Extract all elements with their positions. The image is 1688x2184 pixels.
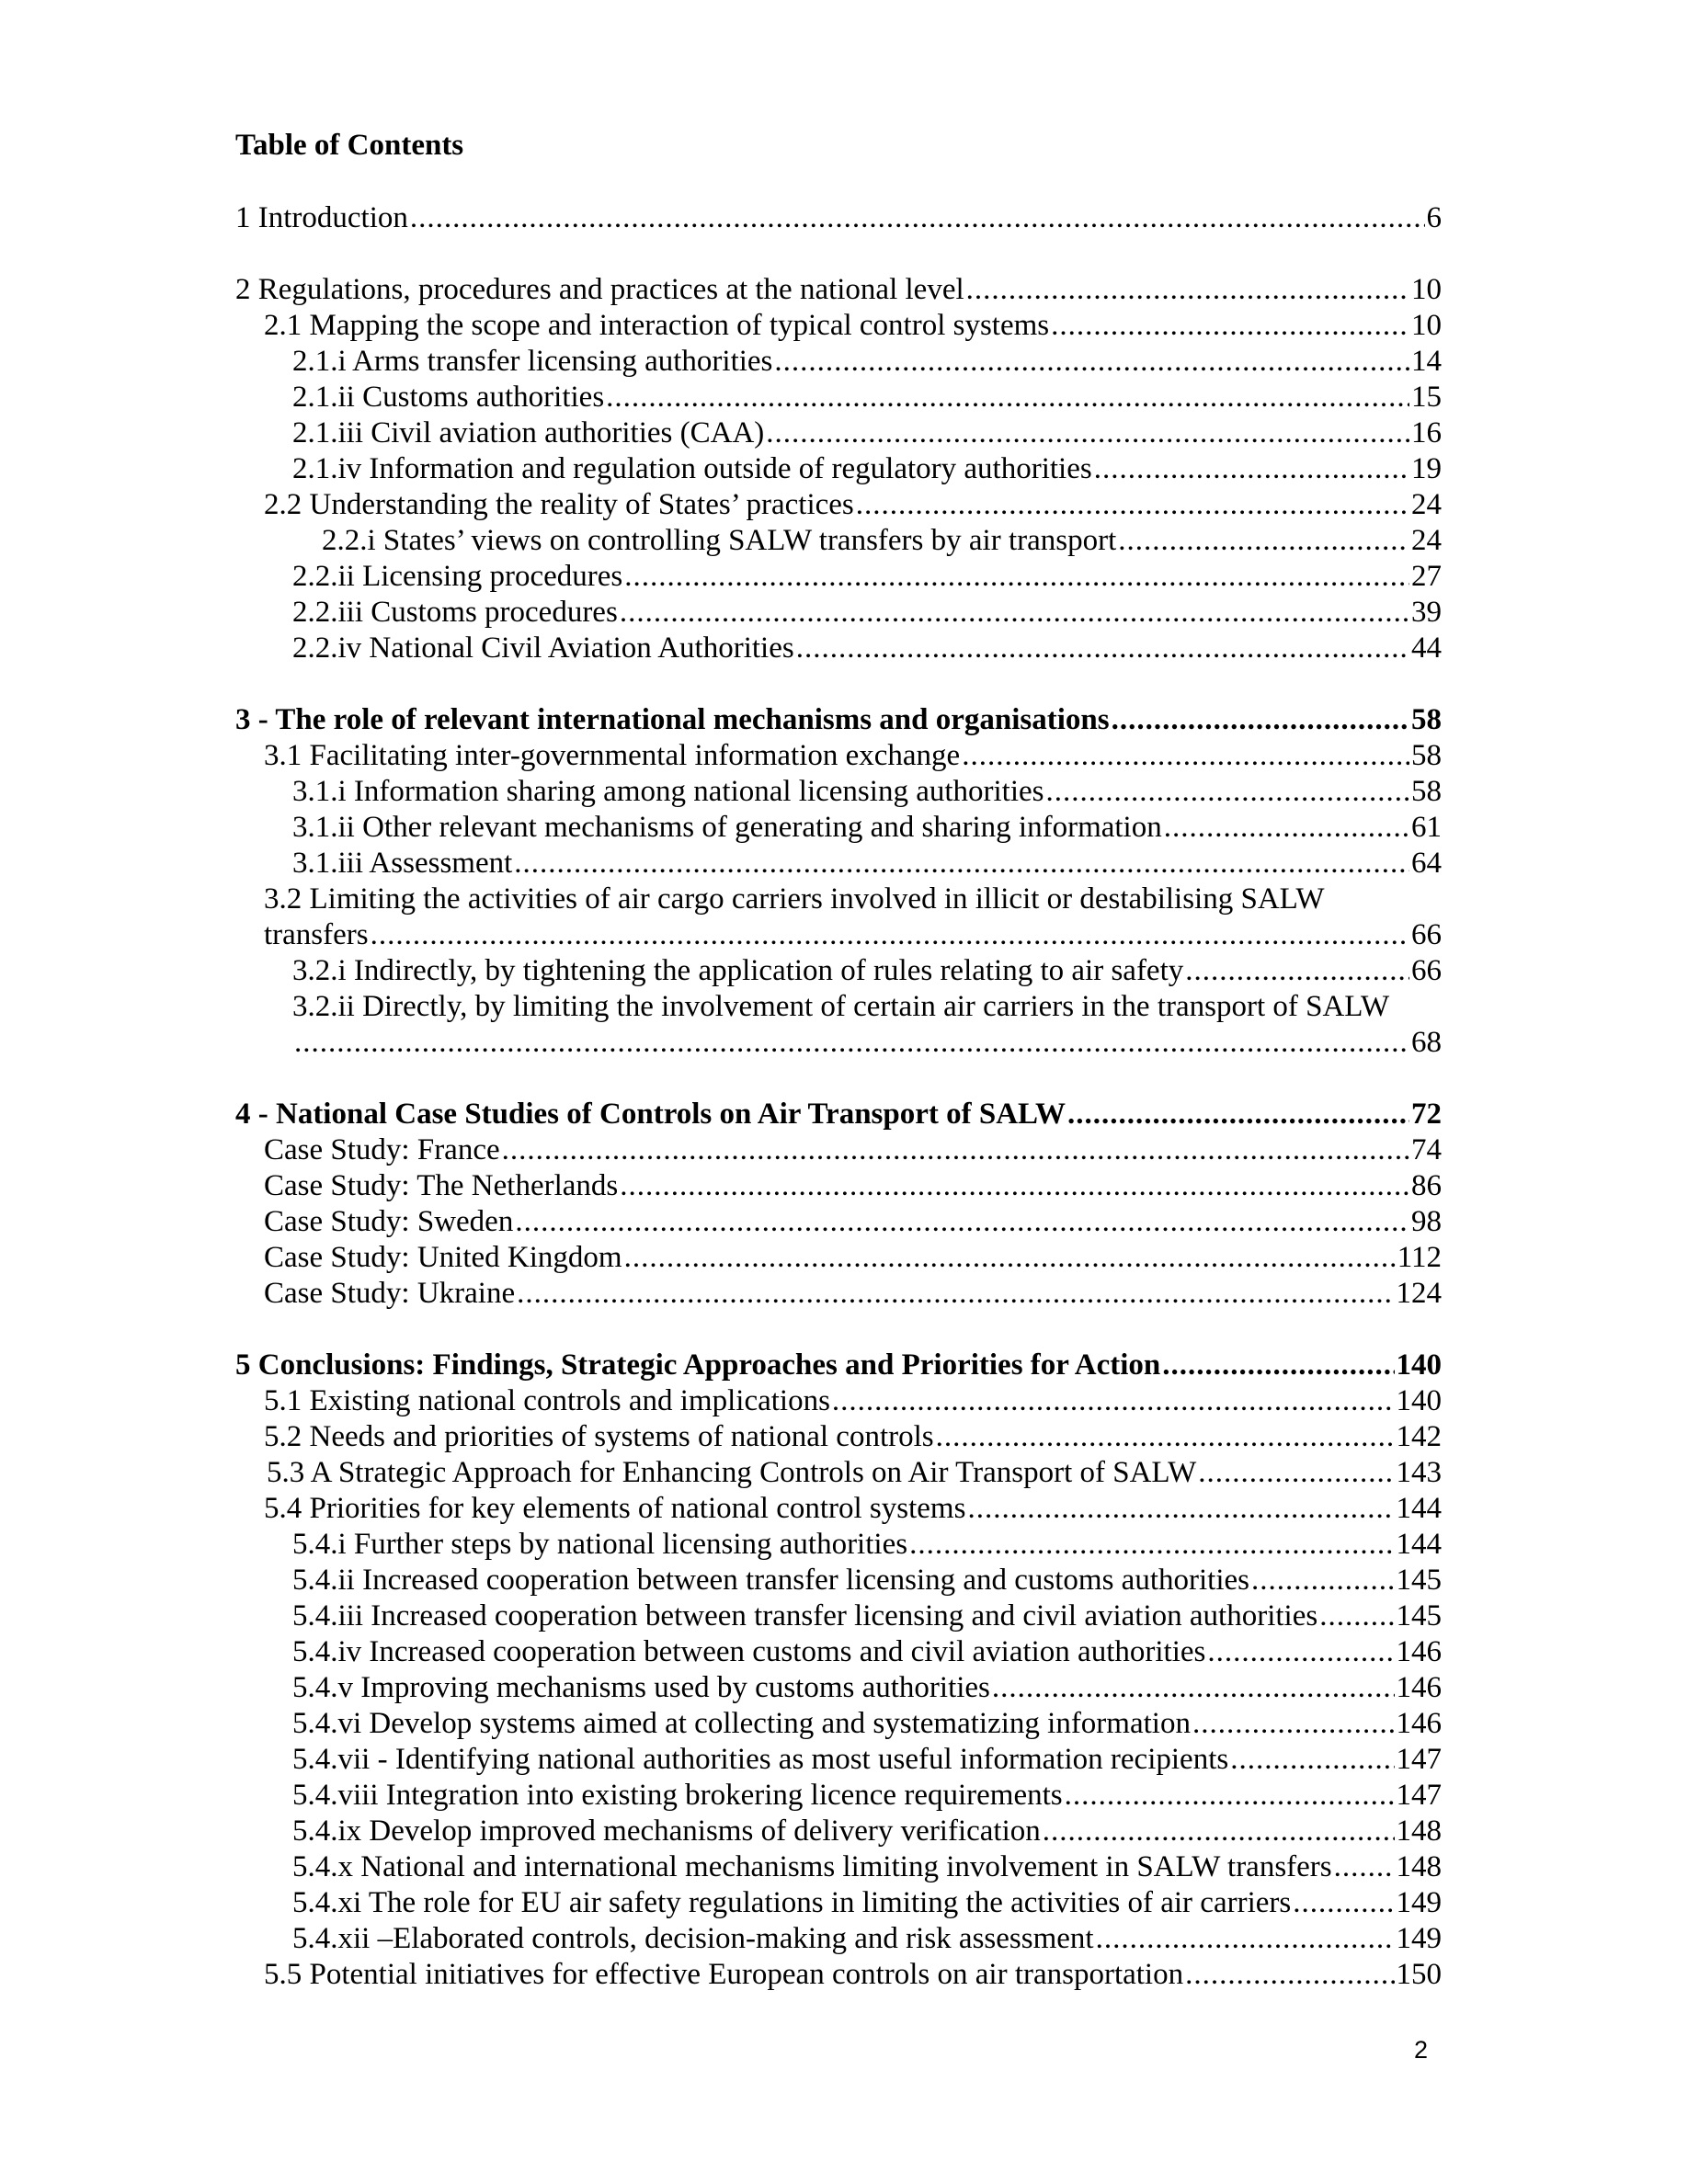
toc-entry[interactable] — [292, 810, 1442, 846]
toc-entry[interactable] — [292, 631, 1442, 666]
toc-entry-page: 14 — [1411, 345, 1442, 378]
toc-entry[interactable] — [264, 1204, 1442, 1240]
toc-entry-label: 5.4 Priorities for key elements of national control systems — [264, 1492, 966, 1525]
toc-entry-page: 144 — [1396, 1492, 1442, 1525]
leader-dots — [1118, 523, 1409, 559]
toc-entry-page: 58 — [1411, 739, 1442, 772]
toc-entry[interactable] — [264, 1168, 1442, 1204]
leader-dots — [766, 415, 1409, 451]
toc-entry-page: 149 — [1396, 1922, 1442, 1955]
toc-entry[interactable] — [235, 702, 1442, 738]
leader-dots — [1065, 1778, 1395, 1814]
toc-entry[interactable] — [292, 1670, 1442, 1706]
toc-title: Table of Contents — [235, 129, 464, 162]
toc-entry-label: 3.2.i Indirectly, by tightening the application of rules relating to air safety — [292, 954, 1184, 987]
leader-dots — [909, 1527, 1394, 1563]
toc-entry[interactable] — [292, 1706, 1442, 1742]
toc-entry[interactable] — [292, 559, 1442, 595]
toc-entry-page: 146 — [1396, 1635, 1442, 1668]
toc-entry[interactable] — [292, 953, 1442, 989]
leader-dots — [1185, 953, 1409, 989]
leader-dots — [1185, 1957, 1394, 1993]
toc-entry[interactable] — [292, 1634, 1442, 1670]
toc-entry-page: 64 — [1411, 847, 1442, 880]
toc-entry[interactable] — [292, 1778, 1442, 1814]
leader-dots — [624, 559, 1409, 595]
toc-entry[interactable] — [292, 1849, 1442, 1885]
toc-entry-page: 148 — [1396, 1814, 1442, 1848]
toc-entry-label: 3.2 Limiting the activities of air cargo carriers involved in illicit or destabilising SALW — [264, 882, 1325, 916]
toc-entry-label: 2.1.ii Customs authorities — [292, 381, 605, 414]
toc-entry[interactable] — [264, 308, 1442, 344]
toc-entry-page: 24 — [1411, 524, 1442, 557]
toc-entry-page: 44 — [1411, 631, 1442, 665]
toc-entry-label: 5.4.v Improving mechanisms used by customs authorities — [292, 1671, 990, 1704]
toc-entry-page: 86 — [1411, 1169, 1442, 1202]
toc-entry-label: transfers — [264, 918, 369, 951]
toc-entry[interactable] — [292, 989, 1442, 1025]
toc-entry-label: 5.4.i Further steps by national licensing authorities — [292, 1528, 908, 1561]
toc-entry[interactable] — [292, 451, 1442, 487]
toc-entry-page: 58 — [1411, 703, 1442, 736]
leader-dots — [1230, 1742, 1394, 1778]
toc-entry-page: 147 — [1396, 1779, 1442, 1812]
leader-dots — [966, 272, 1409, 308]
toc-entry-page: 39 — [1411, 596, 1442, 629]
toc-entry-label: 5.4.xi The role for EU air safety regulations in limiting the activities of air carriers — [292, 1886, 1292, 1919]
toc-entry[interactable] — [264, 1419, 1442, 1455]
leader-dots — [796, 631, 1409, 666]
toc-entry-label: 5.2 Needs and priorities of systems of national controls — [264, 1420, 934, 1453]
toc-entry[interactable] — [292, 415, 1442, 451]
toc-entry-page: 66 — [1411, 954, 1442, 987]
toc-entry-label: 5.4.ii Increased cooperation between transfer licensing and customs authorities — [292, 1564, 1249, 1597]
toc-entry-label: 2.2.ii Licensing procedures — [292, 560, 623, 593]
toc-entry-label: 5.1 Existing national controls and implications — [264, 1384, 830, 1417]
leader-dots — [1094, 451, 1409, 487]
toc-entry[interactable] — [322, 523, 1442, 559]
toc-entry-page: 6 — [1426, 201, 1442, 234]
toc-entry-label: 3.1.iii Assessment — [292, 847, 513, 880]
leader-dots — [606, 380, 1409, 415]
leader-dots — [1067, 1097, 1409, 1132]
leader-dots — [1046, 774, 1410, 810]
toc-entry[interactable] — [292, 595, 1442, 631]
leader-dots — [1162, 1348, 1394, 1383]
toc-entry-page: 19 — [1411, 452, 1442, 485]
toc-entry[interactable] — [292, 1921, 1442, 1957]
toc-entry[interactable] — [264, 1491, 1442, 1527]
toc-entry-label: 3 - The role of relevant international mechanisms and organisations — [235, 703, 1110, 736]
toc-entry-label: 5 Conclusions: Findings, Strategic Approaches and Priorities for Action — [235, 1348, 1161, 1382]
toc-entry-page: 124 — [1396, 1277, 1442, 1310]
toc-entry-page: 98 — [1411, 1205, 1442, 1238]
toc-entry-label: 2.2.iii Customs procedures — [292, 596, 618, 629]
leader-dots — [517, 1276, 1394, 1312]
leader-dots — [1207, 1634, 1394, 1670]
leader-dots — [1293, 1885, 1394, 1921]
toc-entry-label: 2.1 Mapping the scope and interaction of typical control systems — [264, 309, 1050, 342]
toc-entry-label: Case Study: Ukraine — [264, 1277, 516, 1310]
toc-entry-page: 61 — [1411, 811, 1442, 844]
toc-entry-page: 143 — [1396, 1456, 1442, 1489]
toc-entry-page: 146 — [1396, 1707, 1442, 1740]
toc-entry-label: 2 Regulations, procedures and practices at the national level — [235, 273, 964, 306]
leader-dots — [856, 487, 1409, 523]
toc-entry[interactable] — [264, 487, 1442, 523]
toc-entry-label: 2.1.iv Information and regulation outside of regulatory authorities — [292, 452, 1092, 485]
leader-dots — [515, 1204, 1409, 1240]
toc-entry-page: 142 — [1396, 1420, 1442, 1453]
leader-dots — [774, 344, 1409, 380]
leader-dots — [1198, 1455, 1394, 1491]
toc-entry[interactable] — [292, 380, 1442, 415]
toc-entry-label: 2.1.iii Civil aviation authorities (CAA) — [292, 416, 765, 449]
toc-entry-label: 5.4.viii Integration into existing brokering licence requirements — [292, 1779, 1063, 1812]
toc-entry-label: Case Study: United Kingdom — [264, 1241, 622, 1274]
toc-entry-page: 147 — [1396, 1743, 1442, 1776]
page-number: 2 — [1414, 2036, 1429, 2064]
toc-entry-label: 2.2.iv National Civil Aviation Authorities — [292, 631, 794, 665]
leader-dots — [624, 1240, 1396, 1276]
toc-entry-page: 68 — [1411, 1026, 1442, 1059]
toc-entry[interactable] — [292, 1885, 1442, 1921]
leader-dots — [1251, 1563, 1395, 1598]
toc-entry-label: Case Study: The Netherlands — [264, 1169, 619, 1202]
leader-dots — [1096, 1921, 1395, 1957]
toc-entry-label: 5.4.xii –Elaborated controls, decision-making and risk assessment — [292, 1922, 1094, 1955]
toc-entry[interactable] — [292, 1025, 1442, 1061]
leader-dots — [1319, 1598, 1394, 1634]
toc-entry-page: 15 — [1411, 381, 1442, 414]
toc-entry-page: 74 — [1411, 1133, 1442, 1166]
toc-entry-label: 2.1.i Arms transfer licensing authorities — [292, 345, 773, 378]
toc-entry-label: 5.4.x National and international mechanisms limiting involvement in SALW transfers — [292, 1850, 1332, 1883]
toc-entry-page: 150 — [1396, 1958, 1442, 1991]
leader-dots — [1164, 810, 1409, 846]
toc-entry-page: 145 — [1396, 1599, 1442, 1632]
toc-entry-page: 146 — [1396, 1671, 1442, 1704]
leader-dots — [967, 1491, 1394, 1527]
leader-dots — [1043, 1814, 1395, 1849]
toc-entry-label: 3.1 Facilitating inter-governmental information exchange — [264, 739, 961, 772]
leader-dots — [620, 1168, 1409, 1204]
toc-entry-label: 3.1.ii Other relevant mechanisms of generating and sharing information — [292, 811, 1162, 844]
toc-entry-label: 5.4.ix Develop improved mechanisms of delivery verification — [292, 1814, 1041, 1848]
toc-entry-label: 5.3 A Strategic Approach for Enhancing Controls on Air Transport of SALW — [267, 1456, 1197, 1489]
toc-entry[interactable] — [235, 272, 1442, 308]
leader-dots — [371, 917, 1409, 953]
toc-entry[interactable] — [292, 1814, 1442, 1849]
toc-entry-label: 5.4.vi Develop systems aimed at collecting and systematizing information — [292, 1707, 1191, 1740]
toc-entry-page: 10 — [1411, 273, 1442, 306]
toc-entry[interactable] — [264, 1240, 1442, 1276]
toc-entry[interactable] — [292, 344, 1442, 380]
toc-entry-label: 3.2.ii Directly, by limiting the involvement of certain air carriers in the transport of SALW — [292, 990, 1390, 1023]
leader-dots — [1051, 308, 1409, 344]
toc-entry[interactable] — [292, 1563, 1442, 1598]
toc-entry-label: 2.2 Understanding the reality of States’ practices — [264, 488, 854, 521]
leader-dots — [962, 738, 1409, 774]
leader-dots — [1192, 1706, 1395, 1742]
leader-dots — [936, 1419, 1395, 1455]
toc-entry-page: 66 — [1411, 918, 1442, 951]
toc-entry[interactable] — [292, 1598, 1442, 1634]
toc-entry[interactable] — [264, 882, 1442, 917]
toc-entry-page: 145 — [1396, 1564, 1442, 1597]
toc-entry-page: 112 — [1397, 1241, 1442, 1274]
toc-entry-page: 148 — [1396, 1850, 1442, 1883]
toc-entry-label: 4 - National Case Studies of Controls on Air Transport of SALW — [235, 1098, 1066, 1131]
toc-entry-page: 140 — [1396, 1384, 1442, 1417]
toc-entry-label: 1 Introduction — [235, 201, 408, 234]
toc-entry-page: 144 — [1396, 1528, 1442, 1561]
toc-entry-page: 24 — [1411, 488, 1442, 521]
leader-dots — [832, 1383, 1395, 1419]
toc-entry-page: 27 — [1411, 560, 1442, 593]
leader-dots — [992, 1670, 1395, 1706]
toc-entry[interactable] — [264, 1132, 1442, 1168]
toc-entry-page: 16 — [1411, 416, 1442, 449]
toc-entry-page: 149 — [1396, 1886, 1442, 1919]
toc-entry[interactable] — [264, 1957, 1442, 1993]
toc-entry-page: 72 — [1411, 1098, 1442, 1131]
toc-entry[interactable] — [292, 1527, 1442, 1563]
leader-dots — [410, 200, 1425, 236]
toc-entry-label: 5.4.iii Increased cooperation between transfer licensing and civil aviation authorities — [292, 1599, 1318, 1632]
leader-dots — [620, 595, 1409, 631]
leader-dots — [294, 1025, 1409, 1061]
leader-dots — [502, 1132, 1409, 1168]
toc-entry[interactable] — [264, 738, 1442, 774]
toc-entry[interactable] — [264, 1383, 1442, 1419]
leader-dots — [1334, 1849, 1395, 1885]
toc-entry[interactable] — [292, 846, 1442, 882]
toc-entry-label: 5.5 Potential initiatives for effective European controls on air transportation — [264, 1958, 1184, 1991]
toc-entry[interactable] — [235, 200, 1442, 236]
toc-entry[interactable] — [292, 774, 1442, 810]
toc-entry-label: 5.4.iv Increased cooperation between customs and civil aviation authorities — [292, 1635, 1206, 1668]
toc-entry[interactable] — [292, 1742, 1442, 1778]
toc-entry-label: Case Study: France — [264, 1133, 500, 1166]
toc-entry[interactable] — [264, 917, 1442, 953]
toc-entry[interactable] — [267, 1455, 1442, 1491]
toc-entry[interactable] — [264, 1276, 1442, 1312]
toc-entry-label: 3.1.i Information sharing among national licensing authorities — [292, 775, 1044, 808]
toc-entry-page: 58 — [1411, 775, 1442, 808]
toc-entry-page: 140 — [1396, 1348, 1442, 1382]
toc-entry[interactable] — [235, 1097, 1442, 1132]
toc-entry-label: 2.2.i States’ views on controlling SALW transfers by air transport — [322, 524, 1117, 557]
toc-entry-label: Case Study: Sweden — [264, 1205, 514, 1238]
toc-entry[interactable] — [235, 1348, 1442, 1383]
toc-entry-label: 5.4.vii - Identifying national authorities as most useful information recipients — [292, 1743, 1229, 1776]
leader-dots — [1112, 702, 1409, 738]
toc-entry-page: 10 — [1411, 309, 1442, 342]
leader-dots — [514, 846, 1409, 882]
